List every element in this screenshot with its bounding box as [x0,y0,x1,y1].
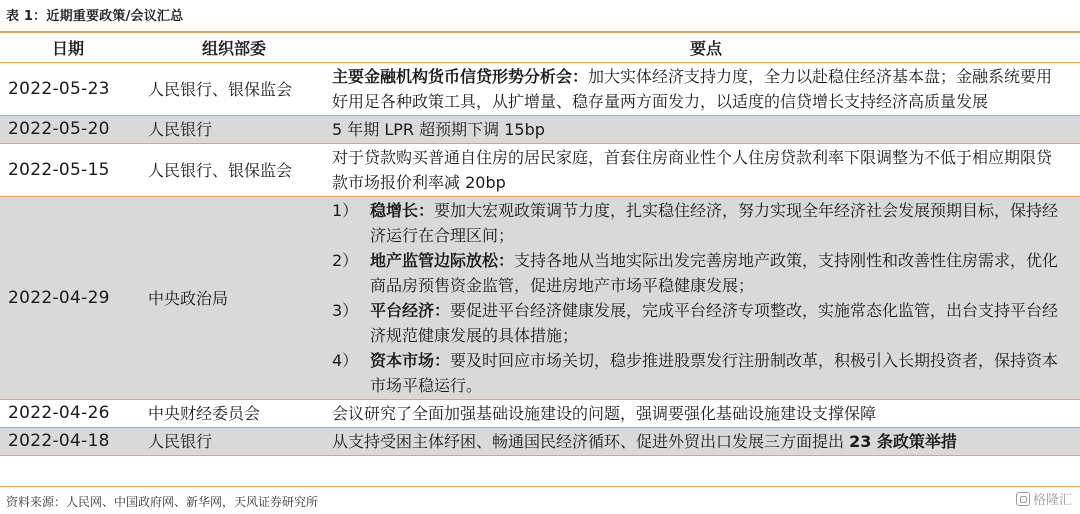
list-item [332,348,1066,398]
table-header-row [0,33,1080,63]
row-org: 人民银行 [136,428,332,456]
table-row [0,428,1080,456]
watermark-text: 格隆汇 [1032,493,1072,508]
table-caption: 表 1：近期重要政策/会议汇总 [6,9,184,24]
item-number: 4） [332,351,359,370]
row-org: 人民银行 [136,116,332,144]
row-date: 2022-04-29 [0,197,136,400]
item-bold: 资本市场： [370,351,451,370]
row-date: 2022-04-18 [0,428,136,456]
item-text: 支持各地从当地实际出发完善房地产政策，支持刚性和改善性住房需求，优化商品房预售资金监管，促进房地产市场平稳健康发展； [370,251,1059,295]
row-points [332,197,1080,400]
row-points [332,428,1080,456]
row-date: 2022-05-23 [0,63,136,116]
item-text: 要促进平台经济健康发展，完成平台经济专项整改，实施常态化监管，出台支持平台经济规范健康发展的具体措施； [370,301,1059,345]
item-bold: 地产监管边际放松： [370,251,515,270]
table-row [0,197,1080,400]
header-org: 组织部委 [136,33,332,63]
item-number: 1） [332,201,359,220]
row-org: 人民银行、银保监会 [136,144,332,197]
item-text: 要及时回应市场关切，稳步推进股票发行注册制改革，积极引入长期投资者，保持资本市场平稳运行。 [370,351,1059,395]
list-item [332,248,1066,298]
points-text: 加大实体经济支持力度，全力以赴稳住经济基本盘；金融系统要用好用足各种政策工具，从扩增量、稳存量两方面发力，以适度的信贷增长支持经济高质量发展 [332,67,1053,111]
source-note: 资料来源：人民网、中国政府网、新华网，天风证券研究所 [6,495,319,509]
points-text: 从支持受困主体纾困、畅通国民经济循环、促进外贸出口发展三方面提出 [332,432,850,451]
row-org: 中央政治局 [136,197,332,400]
list-item [332,298,1066,348]
row-org: 人民银行、银保监会 [136,63,332,116]
item-text: 要加大宏观政策调节力度，扎实稳住经济，努力实现全年经济社会发展预期目标，保持经济运行在合理区间； [370,201,1059,245]
row-date: 2022-05-20 [0,116,136,144]
row-org: 中央财经委员会 [136,400,332,428]
table-row [0,63,1080,116]
policy-table [0,33,1080,456]
points-bold: 23 条政策举措 [849,432,957,451]
header-date: 日期 [0,33,136,63]
table-row [0,400,1080,428]
row-points: 5 年期 LPR 超预期下调 15bp [332,116,1080,144]
header-points: 要点 [332,33,1080,63]
item-number: 2） [332,251,359,270]
bottom-rule [0,486,1080,487]
points-bold: 主要金融机构货币信贷形势分析会： [332,67,589,86]
item-number: 3） [332,301,359,320]
item-bold: 平台经济： [370,301,451,320]
watermark-logo-icon [1016,492,1030,506]
table-row [0,116,1080,144]
row-date: 2022-05-15 [0,144,136,197]
row-date: 2022-04-26 [0,400,136,428]
table-row [0,144,1080,197]
row-points: 会议研究了全面加强基础设施建设的问题，强调要强化基础设施建设支撑保障 [332,400,1080,428]
item-bold: 稳增长： [370,201,435,220]
row-points [332,63,1080,116]
row-points: 对于贷款购买普通自住房的居民家庭，首套住房商业性个人住房贷款利率下限调整为不低于相应期限贷款市场报价利率减 20bp [332,144,1080,197]
watermark [1016,489,1072,508]
list-item [332,198,1066,248]
